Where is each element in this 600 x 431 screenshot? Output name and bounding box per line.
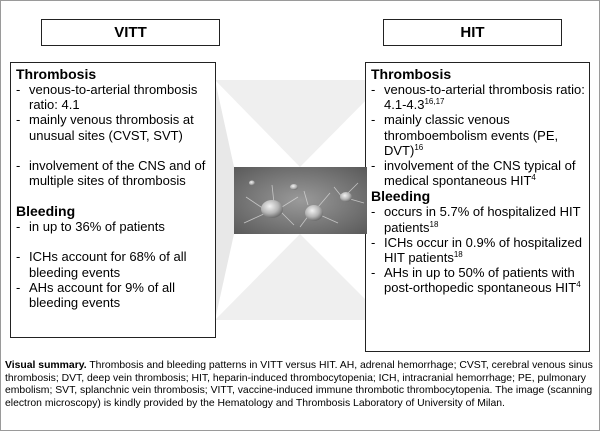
hit-bleeding-title: Bleeding [371, 188, 431, 205]
vitt-bleeding-item: - in up to 36% of patients [16, 219, 165, 235]
bottom-funnel [215, 234, 386, 320]
hit-bleeding-item: - ICHs occur in 0.9% of hospitalized HIT patients$^{18}$ [371, 234, 582, 266]
hit-header: HIT [383, 19, 562, 46]
platelet-micrograph [234, 167, 367, 234]
vitt-thrombosis-item: - mainly venous thrombosis at unusual sites (CVST, SVT) [16, 112, 194, 143]
vitt-bleeding-item: - ICHs account for 68% of all bleeding events [16, 249, 187, 280]
hit-thrombosis-item: - involvement of the CNS typical of medical spontaneous HIT$^4$ [371, 158, 576, 189]
vitt-panel [10, 62, 216, 338]
left-funnel [215, 80, 234, 320]
hit-thrombosis-title: Thrombosis [371, 66, 452, 82]
caption-title: Visual summary. [5, 360, 87, 371]
hit-thrombosis-item: - venous-to-arterial thrombosis ratio: 4.1-4.3$^{16,17}$ [371, 82, 585, 113]
hit-thrombosis-item: - mainly classic venous thromboembolism events (PE, DVT)$^{16}$ [371, 112, 559, 158]
vitt-header: VITT [41, 19, 220, 46]
caption-body: Thrombosis and bleeding patterns in VITT versus HIT. AH, adrenal hemorrhage; CVST, cerebral venous sinus thrombosis; DVT, deep vein thrombosis; HIT, heparin-induced thrombocytopenia; ICH, intracranial hemorrhage; PE, pulmonary embolism; SVT, splanchnic vein thrombosis; VITT, vaccine-induced immune thrombotic thrombocytopenia. The image (scanning electron microscopy) is kindly provided by the Hematology and Thrombosis Laboratory of University of Milan. [5, 360, 593, 409]
vitt-thrombosis-title: Thrombosis [16, 66, 97, 82]
hit-panel [365, 62, 590, 352]
vitt-thrombosis-item: - venous-to-arterial thrombosis ratio: 4.1 [16, 82, 198, 113]
figure-caption [5, 360, 595, 410]
hit-bleeding-item: - occurs in 5.7% of hospitalized HIT patients$^{18}$ [371, 204, 581, 235]
vitt-bleeding-title: Bleeding [16, 203, 76, 220]
vitt-thrombosis-item: - involvement of the CNS and of multiple sites of thrombosis [16, 157, 206, 189]
vitt-bleeding-item: - AHs account for 9% of all bleeding events [16, 279, 175, 311]
top-funnel [215, 80, 386, 167]
hit-bleeding-item: - AHs in up to 50% of patients with post-orthopedic spontaneous HIT$^4$ [371, 265, 581, 296]
